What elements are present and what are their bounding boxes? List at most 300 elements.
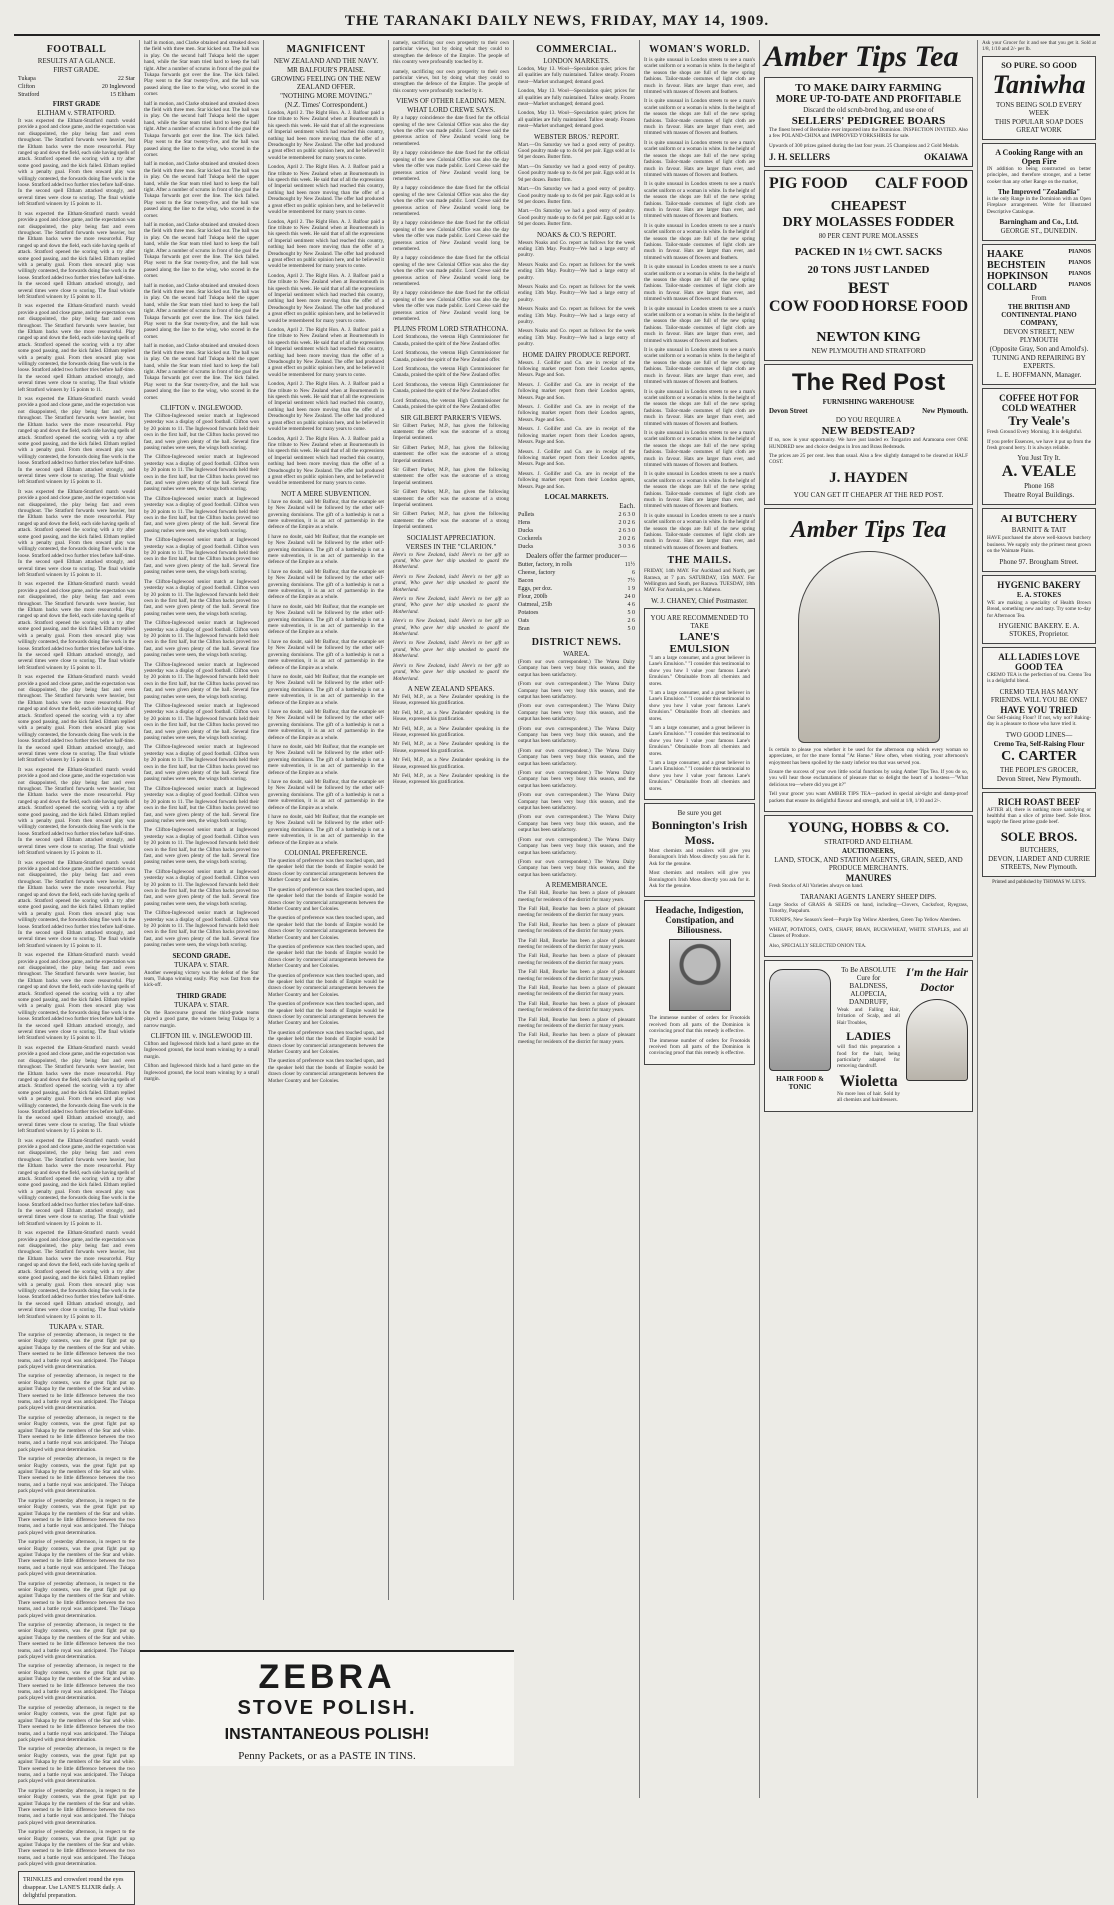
- article-body: (From our own correspondent.) The Warea Dairy Company has been very busy this season, and the output has been satisfactory.: [518, 858, 635, 878]
- bakery-sig: HYGIENIC BAKERY. E. A. STOKES, Proprietor.: [998, 621, 1080, 638]
- article-body: Messrs. J. Gollifer and Co. are in receipt of the following market report from their London agents, Messrs. Page and Son.: [518, 426, 635, 446]
- poultry-table: [518, 511, 635, 551]
- section-heading: COMMERCIAL.: [536, 44, 617, 55]
- cow-food: COW FOOD: [769, 298, 859, 316]
- article-body: Messrs. J. Gollifer and Co. are in receipt of the following market report from their London agents, Messrs. Page and Son.: [518, 470, 635, 490]
- article-body: It was expected the Eltham-Stratford match would provide a good and close game, and the expectation was not disappointed, the play being fast and even throughout. The Stratford forwards were heavier, but the Eltham backs were the more resourceful. Play ranged up and down the field, each side having spells of attack. Stratford opened the scoring with a try after some good passing, and the kick failed. Eltham replied with a penalty goal. From then onward play was willingly contested, the forwards doing fine work in the loose. Stratford added two further tries before half-time. In the second spell Eltham attacked strongly, and several times were close to scoring. The final whistle left Stratford winners by 15 points to 11.: [18, 766, 135, 857]
- subheading: RESULTS AT A GLANCE.: [37, 57, 116, 65]
- zebra-panel: [140, 1650, 514, 1766]
- ad-body: IN addition to being constructed on better principles, and therefore stronger, and a better cooker than any other Range on the market,: [987, 165, 1091, 185]
- subheading: SOCIALIST APPRECIATION.: [406, 533, 496, 542]
- piano-kind: PIANOS: [1068, 249, 1091, 256]
- table-row: [518, 577, 635, 585]
- article-body: The question of preference was then touched upon, and the speaker held that the bonds of Empire would be drawn closer by commercial arrangements between the Mother Country and her Colonies.: [268, 886, 384, 912]
- red-post-name: J. HAYDEN: [829, 469, 908, 486]
- article-body: half in motion, and Clarke obtained and streaked down the field with three men. Star kicked out. The ball was in play. On the second half Tukapa held the upper hand, while the Star team tried hard to keep the ball tight. After a number of scrums in front of the goal the Tukapa forwards got over the line. The kick failed. Play went to the Star twenty-five, and the ball was passed along the line to the wing, who scored in the corner.: [144, 343, 259, 401]
- article-body: The surprise of yesterday afternoon, in respect to the senior Rugby contests, was the great fight put up against Tukapa by the members of the Star and white. There seemed to be little difference between the two teams, and a battle royal was anticipated. The Tukapa pack played with great determination.: [18, 1829, 135, 1868]
- molasses-sub: 80 PER CENT PURE MOLASSES: [818, 232, 919, 241]
- subheading: TUKAPA v. STAR.: [174, 1000, 229, 1009]
- table-row: [518, 519, 635, 527]
- table-cell: Tukapa: [18, 76, 36, 82]
- article-body: The Clifton-Inglewood senior match at Inglewood yesterday was a display of good football. Clifton won by 20 points to 11. The Inglewood forwards held their own in the first half, but the Clifton backs proved too fast, and were given plenty of the ball. Several fine passing rushes were seen, the wings both scoring.: [144, 412, 259, 451]
- ad-body: If you prefer Essences, we have it put up from the fresh ground berry. It is always reliable.: [987, 438, 1091, 452]
- article-body: Messrs. J. Gollifer and Co. are in receipt of the following market report from their London agents, Messrs. Page and Son.: [518, 404, 635, 423]
- article-body: Mr Fell, M.P., as a New Zealander speaking in the House, expressed his gratification.: [393, 693, 509, 707]
- article-body: It was expected the Eltham-Stratford match would provide a good and close game, and the expectation was not disappointed, the play being fast and even throughout. The Stratford forwards were heavier, but the Eltham backs were the more resourceful. Play ranged up and down the field, each side having spells of attack. Stratford opened the scoring with a try after some good passing, and the kick failed. Eltham replied with a penalty goal. From then onward play was willingly contested, the forwards doing fine work in the loose. Stratford added two further tries before half-time. In the second spell Eltham attacked strongly, and several times were close to scoring. The final whistle left Stratford winners by 15 points to 11.: [18, 396, 135, 486]
- ad-body: "I am a large consumer, and a great believer in Lane's Emulsion." "I consider this testimonial to show you how I value your famous Lane's Emulsion." Obtainable from all chemists and stores.: [649, 724, 750, 757]
- amber-tips-banner: Amber Tips Tea: [764, 40, 959, 73]
- table-cell: Pullets: [518, 511, 535, 518]
- lady-illustration: [798, 551, 940, 743]
- ad-row: [769, 175, 968, 193]
- horse-food: HORSE FOOD: [861, 298, 968, 316]
- article-body: (From our own correspondent.) The Warea Dairy Company has been very busy this season, and the output has been satisfactory.: [518, 703, 635, 723]
- article-body: The Fall Hall, Bourke has been a place of pleasant meeting for residents of the district for many years.: [518, 985, 635, 998]
- article-body: London, April 2. The Right Hon. A. J. Balfour paid a fine tribute to New Zealand when at Bournemouth in his speech this week. He said that of all the expressions of Imperial sentiment which had reached this country, nothing had been more moving than the offer of a Dreadnought by New Zealand. The offer had produced a great effect on public opinion here, and he believed it would be remembered for many years to come.: [268, 435, 384, 487]
- ad-title: TO MAKE DAIRY FARMING: [795, 82, 942, 94]
- article-body: Mart.—On Saturday we had a good entry of poultry. Good poultry made up to 4s 6d per pair. Eggs sold at 1s 9d per dozen. Butter firm.: [518, 163, 635, 183]
- subheading: NOT A MERE SUBVENTION.: [281, 489, 371, 498]
- article-body: Mr Fell, M.P., as a New Zealander speaking in the House, expressed his gratification.: [393, 757, 509, 770]
- mails-body: FRIDAY, 14th MAY. For Auckland and North, per Rarawa, at 7 p.m. SATURDAY, 15th MAY. For Wellington and South, per Rarawa. TUESDAY, 18th MAY. For Australia, per s.s. Maheno.: [644, 568, 755, 594]
- results-table: [18, 75, 135, 99]
- subheading: Dealers offer the farmer producer—: [526, 551, 627, 560]
- subheading: THIRD GRADE: [176, 991, 227, 1000]
- two-good: TWO GOOD LINES—: [1005, 730, 1073, 739]
- article-body: half in motion, and Clarke obtained and streaked down the field with three men. Star kicked out. The ball was in play. On the second half Tukapa held the upper hand, while the Star team tried hard to keep the ball tight. After a number of scrums in front of the goal the Tukapa forwards got over the line. The kick failed. Play went to the Star twenty-five, and the ball was passed along the line to the wing, who scored in the corner.: [144, 40, 259, 98]
- article-body: It was expected the Eltham-Stratford match would provide a good and close game, and the expectation was not disappointed, the play being fast and even throughout. The Stratford forwards were heavier, but the Eltham backs were the more resourceful. Play ranged up and down the field, each side having spells of attack. Stratford opened the scoring with a try after some good passing, and the kick failed. Eltham replied with a penalty goal. From then onward play was willingly contested, the forwards doing fine work in the loose. Stratford added two further tries before half-time. In the second spell Eltham attacked strongly, and several times were close to scoring. The final whistle left Stratford winners by 15 points to 11.: [18, 859, 135, 949]
- taniwha-body2: THIS POPULAR SOAP DOES GREAT WORK: [994, 117, 1084, 134]
- table-row: [518, 511, 635, 519]
- ad-body: The immense number of orders for Frootoids received from all parts of the Dominion is convincing proof that this remedy is effective.: [649, 1015, 750, 1035]
- article-body: namely, sacrificing our own prosperity to their own particular views, but by doing what they could to strengthen the defence of the Empire. The people of this country were profoundly touched by it.: [393, 40, 509, 66]
- column-football-2: [140, 40, 264, 1600]
- table-cell: 24 0: [624, 593, 635, 600]
- article-body: Sir Gilbert Parker, M.P., has given the following statement: the offer was the outcome of a strong Imperial sentiment.: [393, 466, 509, 486]
- table-cell: Oatmeal, 25lb: [518, 601, 552, 608]
- yh-name: YOUNG, HOBBS & CO.: [787, 820, 950, 837]
- cheapest: CHEAPEST: [830, 199, 907, 215]
- table-cell: 6: [632, 569, 635, 576]
- section-heading: THE MAILS.: [667, 555, 732, 567]
- piano-from: From: [1031, 294, 1047, 303]
- article-body: Mr Fell, M.P., as a New Zealander speaking in the House, expressed his gratification.: [393, 741, 509, 754]
- column-womans-world: [640, 40, 760, 1798]
- section-heading: MAGNIFICENT: [286, 44, 366, 55]
- portrait-image: [669, 939, 731, 1011]
- article-body: The Clifton-Inglewood senior match at Inglewood yesterday was a display of good football. Clifton won by 20 points to 11. The Inglewood forwards held their own in the first half, but the Clifton backs proved too fast, and were given plenty of the ball. Several fine passing rushes were seen, the wings both scoring.: [144, 703, 259, 742]
- price-table: [518, 561, 635, 633]
- article-body: The Clifton-Inglewood senior match at Inglewood yesterday was a display of good football. Clifton won by 20 points to 11. The Inglewood forwards held their own in the first half, but the Clifton backs proved too fast, and were given plenty of the ball. Several fine passing rushes were seen, the wings both scoring.: [144, 744, 259, 783]
- ad-body: WE are making a speciality of Health Brown Bread, something new and tasty. Try some to-day for Afternoon Tea.: [987, 599, 1091, 619]
- ad-body: Is certain to please you whether it be used for the afternoon cup which every woman so appreciates, or for the more formal "At Home." How often, when visiting, your afternoon's enjoyment has been spoiled by the nasty inferior tea that was served you.: [769, 746, 968, 766]
- article-body: London, April 2. The Right Hon. A. J. Balfour paid a fine tribute to New Zealand when at Bournemouth in his speech this week. He said that of all the expressions of Imperial sentiment which had reached this country, nothing had been more moving than the offer of a Dreadnought by New Zealand. The offer had produced a great effect on public opinion here, and he believed it would be remembered for many years to come.: [268, 327, 384, 378]
- article-body: By a happy coincidence the date fixed for the official opening of the new Colonial Office was also the day when the offer was made public. Lord Crewe said the generous action of New Zealand would long be remembered.: [393, 220, 509, 252]
- ladies-title: ALL LADIES LOVE GOOD TEA: [998, 651, 1080, 672]
- article-body: The Clifton-Inglewood senior match at Inglewood yesterday was a display of good football. Clifton won by 20 points to 11. The Inglewood forwards held their own in the first half, but the Clifton backs proved too fast, and were given plenty of the ball. Several fine passing rushes were seen, the wings both scoring.: [144, 495, 259, 534]
- article-body: The surprise of yesterday afternoon, in respect to the senior Rugby contests, was the great fight put up against Tukapa by the members of the Star and white. There seemed to be little difference between the two teams, and a battle royal was anticipated. The Tukapa pack played with great determination.: [18, 1704, 135, 1743]
- piano-note: (Opposite Gray, Son and Arnold's).: [989, 345, 1089, 354]
- masthead: [14, 8, 1100, 36]
- table-cell: Butter, factory, in rolls: [518, 561, 573, 568]
- piano-co: THE BRITISH AND CONTINENTAL PIANO COMPANY,: [1001, 303, 1077, 328]
- ad-body: Upwards of 300 prizes gained during the last four years. 25 Champions and 2 Gold Medals.: [769, 142, 960, 149]
- article-body: The surprise of yesterday afternoon, in respect to the senior Rugby contests, was the great fight put up against Tukapa by the members of the Star and white. There seemed to be little difference between the two teams, and a battle royal was anticipated. The Tukapa pack played with great determination.: [18, 1746, 135, 1785]
- subheading: VERSES IN THE "CLARION.": [405, 542, 497, 551]
- ad-text: TRINKLES and crowsfeet round the eyes disappear. Use LANE'S ELIXIR daily. A delightful preparation.: [23, 1876, 124, 1899]
- article-body: Lord Strathcona, the veteran High Commissioner for Canada, praised the spirit of the New Zealand offer.: [393, 334, 509, 347]
- article-body: The question of preference was then touched upon, and the speaker held that the bonds of Empire would be drawn closer by commercial arrangements between the Mother Country and her Colonies.: [268, 858, 384, 884]
- article-body: It is quite unusual in London streets to see a man's scarlet uniform or a woman in white. In the height of the season the shops are full of the new spring fashions. Tailor-made costumes of light cloth are much in favour. Hats are larger than ever, and trimmed with masses of flowers and feathers.: [644, 264, 755, 303]
- verse: Here's to New Zealand, lads! Here's to her gift so grand, Who gave her ship unasked to guard the Motherland.: [393, 596, 509, 615]
- article-body: The surprise of yesterday afternoon, in respect to the senior Rugby contests, was the great fight put up against Tukapa by the members of the Star and white. There seemed to be little difference between the two teams, and a battle royal was anticipated. The Tukapa pack played with great determination.: [18, 1539, 135, 1578]
- ad-young-hobbs: [764, 815, 973, 957]
- printer-line: Printed and published by THOMAS W. LEYS.: [992, 879, 1086, 885]
- article-body: (From our own correspondent.) The Warea Dairy Company has been very busy this season, and the output has been satisfactory.: [518, 792, 635, 812]
- best: BEST: [848, 280, 889, 298]
- ad-contact: [769, 152, 968, 162]
- article-body: By a happy coincidence the date fixed for the official opening of the new Colonial Office was also the day when the offer was made public. Lord Crewe said the generous action of New Zealand would long be remembered.: [393, 255, 509, 287]
- piano-kind: PIANOS: [1068, 260, 1091, 267]
- table-row: [18, 83, 135, 91]
- ad-cremo-tea: [982, 647, 1096, 789]
- article-body: The Fall Hall, Bourke has been a place of pleasant meeting for residents of the district for many years.: [518, 1032, 635, 1045]
- hair-right: [906, 965, 968, 1107]
- article-body: I have no doubt, said Mr Balfour, that the example set by New Zealand will be followed by the other self-governing dominions. The gift of a battleship is not a mere subvention, it is an act of partnership in the defence of the Empire as a whole.: [268, 498, 384, 531]
- ad-veale-coffee: [982, 388, 1096, 505]
- subheading: LONDON MARKETS.: [543, 57, 610, 65]
- ad-hygenic-bakery: [982, 575, 1096, 644]
- subheading: CLIFTON v. INGLEWOOD.: [160, 403, 243, 412]
- coffee-title: COFFEE HOT FOR COLD WEATHER: [999, 393, 1079, 414]
- table-cell: 22 Star: [117, 76, 135, 82]
- amber-tips-title: Amber Tips Tea: [790, 516, 947, 543]
- newspaper-page: [14, 8, 1100, 1899]
- subheading: WHAT LORD CREWE SAYS.: [407, 106, 495, 115]
- article-body: It is quite unusual in London streets to see a man's scarlet uniform or a woman in white. In the height of the season the shops are full of the new spring fashions. Tailor-made costumes of light cloth are much in favour. Hats are larger than ever, and trimmed with masses of flowers and feathers.: [644, 429, 755, 468]
- table-row: [518, 543, 635, 551]
- piano-name: BECHSTEIN: [987, 260, 1046, 272]
- article-body: Messrs Noaks and Co. report as follows for the week ending 13th May. Poultry—We had a large entry of poultry.: [518, 306, 635, 325]
- article-body: (From our own correspondent.) The Warea Dairy Company has been very busy this season, and the output has been satisfactory.: [518, 747, 635, 767]
- ad-pianos: [982, 244, 1096, 385]
- table-cell: 3 0 3 6: [618, 543, 635, 550]
- table-cell: Potatoes: [518, 609, 539, 616]
- ad-body: Also, SPECIALLY SELECTED ONION TEA.: [769, 942, 867, 949]
- taniwha-body: TONS BEING SOLD EVERY WEEK: [995, 100, 1082, 117]
- subheading: GROWING FEELING ON THE NEW ZEALAND OFFER.: [271, 75, 381, 91]
- ad-body: Fresh Ground Every Morning. It is delightful.: [987, 429, 1083, 436]
- article-body: The Clifton-Inglewood senior match at Inglewood yesterday was a display of good football. Clifton won by 20 points to 11. The Inglewood forwards held their own in the first half, but the Clifton backs proved too fast, and were given plenty of the ball. Several fine passing rushes were seen, the wings both scoring.: [144, 827, 259, 866]
- article-body: The surprise of yesterday afternoon, in respect to the senior Rugby contests, was the great fight put up against Tukapa by the members of the Star and white. There seemed to be little difference between the two teams, and a battle royal was anticipated. The Tukapa pack played with great determination.: [18, 1622, 135, 1661]
- article-body: The surprise of yesterday afternoon, in respect to the senior Rugby contests, was the great fight put up against Tukapa by the members of the Star and white. There seemed to be little difference between the two teams, and a battle royal was anticipated. The Tukapa pack played with great determination.: [18, 1580, 135, 1619]
- ad-text: Ask your Grocer for it and see that you get it. Sold at 1/8, 1/10 and 2/- per lb.: [982, 40, 1096, 53]
- ad-body: Weak and Falling Hair, Irritation of Scalp, and all Hair Troubles,: [837, 1006, 900, 1026]
- article-body: It was expected the Eltham-Stratford match would provide a good and close game, and the expectation was not disappointed, the play being fast and even throughout. The Stratford forwards were heavier, but the Eltham backs were the more resourceful. Play ranged up and down the field, each side having spells of attack. Stratford opened the scoring with a try after some good passing, and the kick failed. Eltham replied with a penalty goal. From then onward play was willingly contested, the forwards doing fine work in the loose. Stratford added two further tries before half-time. In the second spell Eltham attacked strongly, and several times were close to scoring. The final whistle left Stratford winners by 15 points to 11.: [18, 210, 135, 300]
- contact-name: J. H. SELLERS: [769, 152, 831, 163]
- table-cell: Flour, 200lb: [518, 593, 548, 600]
- taniwha-tag: SO PURE. SO GOOD: [1001, 60, 1077, 70]
- landed: 20 TONS JUST LANDED: [807, 264, 930, 277]
- ad-name: LANE'S EMULSION: [669, 630, 730, 655]
- bakery-title: HYGENIC BAKERY: [997, 579, 1081, 590]
- article-body: (From our own correspondent.) The Warea Dairy Company has been very busy this season, and the output has been satisfactory.: [518, 814, 635, 834]
- carter-shop: THE PEOPLE'S GROCER,: [999, 765, 1079, 774]
- hair-left: [769, 965, 831, 1107]
- table-cell: 1 9: [627, 585, 635, 592]
- article-body: By a happy coincidence the date fixed for the official opening of the new Colonial Office was also the day when the offer was made public. Lord Crewe said the generous action of New Zealand would long be remembered.: [393, 150, 509, 182]
- zebra-tag: INSTANTANEOUS POLISH!: [224, 1726, 430, 1743]
- article-body: The question of preference was then touched upon, and the speaker held that the bonds of Empire would be drawn closer by commercial arrangements between the Mother Country and her Colonies.: [268, 1029, 384, 1056]
- red-post-title: The Red Post: [791, 369, 946, 397]
- article-body: It was expected the Eltham-Stratford match would provide a good and close game, and the expectation was not disappointed, the play being fast and even throughout. The Stratford forwards were heavier, but the Eltham backs were the more resourceful. Play ranged up and down the field, each side having spells of attack. Stratford opened the scoring with a try after some good passing, and the kick failed. Eltham replied with a penalty goal. From then onward play was willingly contested, the forwards doing fine work in the loose. Stratford added two further tries before half-time. In the second spell Eltham attacked strongly, and several times were close to scoring. The final whistle left Stratford winners by 15 points to 11.: [18, 118, 135, 208]
- article-body: The Fall Hall, Bourke has been a place of pleasant meeting for residents of the district for many years.: [518, 969, 635, 982]
- article-body: The Clifton-Inglewood senior match at Inglewood yesterday was a display of good football. Clifton won by 20 points to 11. The Inglewood forwards held their own in the first half, but the Clifton backs proved too fast, and were given plenty of the ball. Several fine passing rushes were seen, the wings both scoring.: [144, 537, 259, 576]
- table-row: [518, 527, 635, 535]
- piano-tuning: TUNING AND REPAIRING BY EXPERTS.: [992, 354, 1086, 371]
- taniwha-name: Taniwha: [992, 69, 1086, 99]
- yh-body: LAND, STOCK, AND STATION AGENTS, GRAIN, SEED, AND PRODUCE MERCHANTS.: [774, 856, 963, 873]
- ad-body: Large Stocks of GRASS & SEEDS on hand, including—Clovers, Cocksfoot, Ryegrass, Timothy, Paspalum.: [769, 901, 968, 914]
- subheading: A NEW ZEALAND SPEAKS.: [407, 684, 495, 693]
- article-body: Messrs Noaks and Co. report as follows for the week ending 13th May. Poultry—We had a large entry of poultry.: [518, 328, 635, 348]
- zebra-name: ZEBRA: [258, 1658, 396, 1696]
- article-body: It was expected the Eltham-Stratford match would provide a good and close game, and the expectation was not disappointed, the play being fast and even throughout. The Stratford forwards were heavier, but the Eltham backs were the more resourceful. Play ranged up and down the field, each side having spells of attack. Stratford opened the scoring with a try after some good passing, and the kick failed. Eltham replied with a penalty goal. From then onward play was willingly contested, the forwards doing fine work in the loose. Stratford added two further tries before half-time. In the second spell Eltham attacked strongly, and several times were close to scoring. The final whistle left Stratford winners by 15 points to 11.: [18, 952, 135, 1042]
- hair-middle: [837, 965, 900, 1107]
- subheading: CLIFTON III. v. INGLEWOOD III.: [150, 1032, 253, 1041]
- article-body: The Fall Hall, Bourke has been a place of pleasant meeting for residents of the district for many years.: [518, 937, 635, 950]
- column-football: [14, 40, 140, 1899]
- ad-brand: SELLERS' PEDIGREE BOARS: [791, 115, 946, 127]
- table-row: [518, 609, 635, 617]
- table-cell: Hens: [518, 519, 531, 526]
- ad-body: Discard the old scrub-bred hog, and use one of: [803, 106, 934, 114]
- subheading: SIR GILBERT PARKER'S VIEWS.: [400, 413, 502, 422]
- article-body: On the Racecourse ground the third-grade teams played a good game, the winners being Tukapa by a narrow margin.: [144, 1009, 259, 1029]
- ad-body: The immense number of orders for Frootoids received from all parts of the Dominion is convincing proof that this remedy is effective.: [649, 1037, 750, 1057]
- newton-king-places: NEW PLYMOUTH AND STRATFORD: [811, 347, 926, 356]
- ad-frootoids: [644, 900, 755, 1064]
- article-body: It is quite unusual in London streets to see a man's scarlet uniform or a woman in white. In the height of the season the shops are full of the new spring fashions. Tailor-made costumes of light cloth are much in favour. Hats are larger than ever, and trimmed with masses of flowers and feathers.: [644, 98, 755, 137]
- article-body: Mart.—On Saturday we had a good entry of poultry. Good poultry made up to 4s 6d per pair. Eggs sold at 1s 9d per dozen. Butter firm.: [518, 141, 635, 161]
- article-body: It is quite unusual in London streets to see a man's scarlet uniform or a woman in white. In the height of the season the shops are full of the new spring fashions. Tailor-made costumes of light cloth are much in favour. Hats are larger than ever, and trimmed with masses of flowers and feathers.: [644, 57, 755, 96]
- subheading: NOAKS & CO.'S REPORT.: [536, 230, 617, 239]
- ad-body: Tell your grocer you want AMBER TIPS TEA—packed in special air-tight and damp-proof packets that ensure its delightful flavour and strength, and sold at 1/8, 1/10 and 2/-.: [769, 791, 968, 804]
- ad-bonningtons: [644, 803, 755, 897]
- article-body: I have no doubt, said Mr Balfour, that the example set by New Zealand will be followed by the other self-governing dominions. The gift of a battleship is not a mere subvention, it is an act of partnership in the defence of the Empire as a whole.: [268, 743, 384, 776]
- subheading: WAREA.: [563, 649, 590, 658]
- red-post-town: New Plymouth.: [922, 407, 968, 416]
- table-cell: 2 6 3 0: [618, 511, 635, 518]
- article-body: The Clifton-Inglewood senior match at Inglewood yesterday was a display of good football. Clifton won by 20 points to 11. The Inglewood forwards held their own in the first half, but the Clifton backs proved too fast, and were given plenty of the ball. Several fine passing rushes were seen, the wings both scoring.: [144, 785, 259, 824]
- article-body: Sir Gilbert Parker, M.P., has given the following statement: the offer was the outcome of a strong Imperial sentiment.: [393, 511, 509, 531]
- piano-name: HAAKE: [987, 249, 1024, 261]
- ad-molasses-fodder: [764, 170, 973, 361]
- subheading: TUKAPA v. STAR.: [174, 960, 229, 969]
- article-body: Messrs. J. Gollifer and Co. are in receipt of the following market report from their London agents, Messrs. Page and Son.: [518, 359, 635, 379]
- yh-manures: MANURES: [845, 873, 892, 884]
- article-body: The question of preference was then touched upon, and the speaker held that the bonds of Empire would be drawn closer by commercial arrangements between the Mother Country and her Colonies.: [268, 972, 384, 998]
- table-row: [518, 561, 635, 569]
- subheading: ELTHAM v. STRATFORD.: [37, 109, 116, 117]
- hair-product: HAIR FOOD & TONIC: [776, 1074, 824, 1091]
- article-body: It was expected the Eltham-Stratford match would provide a good and close game, and the expectation was not disappointed, the play being fast and even throughout. The Stratford forwards were heavier, but the Eltham backs were the more resourceful. Play ranged up and down the field, each side having spells of attack. Stratford opened the scoring with a try after some good passing, and the kick failed. Eltham replied with a penalty goal. From then onward play was willingly contested, the forwards doing fine work in the loose. Stratford added two further tries before half-time. In the second spell Eltham attacked strongly, and several times were close to scoring. The final whistle left Stratford winners by 15 points to 11.: [18, 488, 135, 579]
- table-cell: 15 Eltham: [110, 92, 135, 98]
- butchery-names: BARNITT & TAIT: [1011, 526, 1067, 535]
- article-body: It was expected the Eltham-Stratford match would provide a good and close game, and the expectation was not disappointed, the play being fast and even throughout. The Stratford forwards were heavier, but the Eltham backs were the more resourceful. Play ranged up and down the field, each side having spells of attack. Stratford opened the scoring with a try after some good passing, and the kick failed. Eltham replied with a penalty goal. From then onward play was willingly contested, the forwards doing fine work in the loose. Stratford added two further tries before half-time. In the second spell Eltham attacked strongly, and several times were close to scoring. The final whistle left Stratford winners by 15 points to 11.: [18, 1230, 135, 1320]
- ad-body: will find this preparation a food for the hair, being particularly adapted for removing dandruff.: [837, 1044, 900, 1070]
- article-body: The surprise of yesterday afternoon, in respect to the senior Rugby contests, was the great fight put up against Tukapa by the members of the Star and white. There seemed to be little difference between the two teams, and a battle royal was anticipated. The Tukapa pack played with great determination.: [18, 1331, 135, 1370]
- table-cell: Stratford: [18, 92, 40, 98]
- sole-role: BUTCHERS,: [1019, 845, 1059, 854]
- hair-title: To Be ABSOLUTE Cure for BALDNESS, ALOPECIA, DANDRUFF,: [841, 965, 896, 1006]
- article-body: half in motion, and Clarke obtained and streaked down the field with three men. Star kicked out. The ball was in play. On the second half Tukapa held the upper hand, while the Star team tried hard to keep the ball tight. After a number of scrums in front of the goal the Tukapa forwards got over the line. The kick failed. Play went to the Star twenty-five, and the ball was passed along the line to the wing, who scored in the corner.: [144, 161, 259, 219]
- article-body: It was expected the Eltham-Stratford match would provide a good and close game, and the expectation was not disappointed, the play being fast and even throughout. The Stratford forwards were heavier, but the Eltham backs were the more resourceful. Play ranged up and down the field, each side having spells of attack. Stratford opened the scoring with a try after some good passing, and the kick failed. Eltham replied with a penalty goal. From then onward play was willingly contested, the forwards doing fine work in the loose. Stratford added two further tries before half-time. In the second spell Eltham attacked strongly, and several times were close to scoring. The final whistle left Stratford winners by 15 points to 11.: [18, 674, 135, 764]
- yh-agents: TARANAKI AGENTS LANERY SHEEP DIPS.: [800, 892, 937, 901]
- article-body: The Fall Hall, Bourke has been a place of pleasant meeting for residents of the district for many years.: [518, 921, 635, 935]
- piano-row: [987, 260, 1091, 271]
- article-body: The Fall Hall, Bourke has been a place of pleasant meeting for residents of the district for many years.: [518, 905, 635, 919]
- ad-sole-bros: [982, 792, 1096, 877]
- ad-body: AFTER all, there is nothing more satisfying or healthful than a slice of prime beef. Sole Bros. supply the finest prime grade beef.: [987, 806, 1091, 826]
- article-body: namely, sacrificing our own prosperity to their own particular views, but by doing what they could to strengthen the defence of the Empire. The people of this country were profoundly touched by it.: [393, 68, 509, 94]
- cooking-name: The Improved "Zealandia": [997, 188, 1081, 197]
- article-body: The Clifton-Inglewood senior match at Inglewood yesterday was a display of good football. Clifton won by 20 points to 11. The Inglewood forwards held their own in the first half, but the Clifton backs proved too fast, and were given plenty of the ball. Several fine passing rushes were seen, the wings both scoring.: [144, 910, 259, 949]
- subheading: A REMEMBRANCE.: [545, 881, 608, 890]
- verse: Here's to New Zealand, lads! Here's to her gift so grand, Who gave her ship unasked to guard the Motherland.: [393, 573, 509, 593]
- article-body: It is quite unusual in London streets to see a man's scarlet uniform or a woman in white. In the height of the season the shops are full of the new spring fashions. Tailor-made costumes of light cloth are much in favour. Hats are larger than ever, and trimmed with masses of flowers and feathers.: [644, 305, 755, 344]
- article-body: (From our own correspondent.) The Warea Dairy Company has been very busy this season, and the output has been satisfactory.: [518, 836, 635, 856]
- article-body: Lord Strathcona, the veteran High Commissioner for Canada, praised the spirit of the New Zealand offer.: [393, 366, 509, 379]
- ad-red-post: [764, 364, 973, 505]
- ad-body: Our Self-raising Flour? If not, why not? Baking-day is a pleasure to those who have tried it.: [987, 714, 1091, 728]
- red-post-tag: YOU CAN GET IT CHEAPER AT THE RED POST.: [793, 490, 944, 499]
- table-cell: Cockerels: [518, 535, 542, 542]
- subheading: VIEWS OF OTHER LEADING MEN.: [396, 97, 506, 106]
- table-cell: Eggs, per doz.: [518, 585, 553, 592]
- subheading: WEBSTER BROS.' REPORT.: [533, 132, 620, 141]
- subheading: NEW ZEALAND AND THE NAVY.: [273, 57, 379, 65]
- ad-body: "I am a large consumer, and a great believer in Lane's Emulsion." "I consider this testimonial to show you how I value your famous Lane's Emulsion." Obtainable from all chemists and stores.: [649, 759, 750, 792]
- ad-body: is the only Range in the Dominion with an Open Fireplace arrangement. Write for Illustrated Descriptive Catalogue.: [987, 196, 1091, 215]
- article-body: The Fall Hall, Bourke has been a place of pleasant meeting for residents of the district for many years.: [518, 890, 635, 903]
- article-body: It was expected the Eltham-Stratford match would provide a good and close game, and the expectation was not disappointed, the play being fast and even throughout. The Stratford forwards were heavier, but the Eltham backs were the more resourceful. Play ranged up and down the field, each side having spells of attack. Stratford opened the scoring with a try after some good passing, and the kick failed. Eltham replied with a penalty goal. From then onward play was willingly contested, the forwards doing fine work in the loose. Stratford added two further tries before half-time. In the second spell Eltham attacked strongly, and several times were close to scoring. The final whistle left Stratford winners by 15 points to 11.: [18, 1044, 135, 1135]
- have-you: HAVE YOU TRIED: [1000, 704, 1078, 715]
- subheading: LOCAL MARKETS.: [544, 492, 609, 501]
- article-body: London, April 2. The Right Hon. A. J. Balfour paid a fine tribute to New Zealand when at Bournemouth in his speech this week. He said that of all the expressions of Imperial sentiment which had reached this country, nothing had been more moving than the offer of a Dreadnought by New Zealand. The offer had produced a great effect on public opinion here, and he believed it would be remembered for many years to come.: [268, 381, 384, 433]
- table-row: [518, 569, 635, 577]
- ad-lanes-elixir: [18, 1871, 135, 1905]
- verse: Here's to New Zealand, lads! Here's to her gift so grand, Who gave her ship unasked to guard the Motherland.: [393, 551, 509, 571]
- section-heading: WOMAN'S WORLD.: [649, 44, 750, 55]
- article-body: Messrs Noaks and Co. report as follows for the week ending 13th May. Poultry—We had a large entry of poultry.: [518, 239, 635, 259]
- bakery-owner: E. A. STOKES: [1016, 590, 1062, 599]
- ad-body: TURNIPS, New Season's Seed—Purple Top Yellow Aberdeen, Green Top Yellow Aberdeen.: [769, 917, 962, 924]
- article-body: The question of preference was then touched upon, and the speaker held that the bonds of Empire would be drawn closer by commercial arrangements between the Mother Country and her Colonies.: [268, 1001, 384, 1027]
- article-body: Clifton and Inglewood thirds had a hard game on the Inglewood ground, the local team winning by a small margin.: [144, 1041, 259, 1060]
- article-body: I have no doubt, said Mr Balfour, that the example set by New Zealand will be followed by the other self-governing dominions. The gift of a battleship is not a mere subvention, it is an act of partnership in the defence of the Empire as a whole.: [268, 673, 384, 706]
- piano-row: [987, 271, 1091, 282]
- subheading: COLONIAL PREFERENCE.: [284, 849, 368, 858]
- ad-row: [769, 298, 968, 316]
- masthead-title: THE TARANAKI DAILY NEWS, FRIDAY, MAY 14, 1909.: [344, 13, 770, 29]
- article-body: London, April 2. The Right Hon. A. J. Balfour paid a fine tribute to New Zealand when at Bournemouth in his speech this week. He said that of all the expressions of Imperial sentiment which had reached this country, nothing had been more moving than the offer of a Dreadnought by New Zealand. The offer had produced a great effect on public opinion here, and he believed it would be remembered for many years to come.: [268, 218, 384, 270]
- ad-body: WHEAT, POTATOES, OATS, CHAFF, BRAN, BUCKWHEAT, WHITE STAPLES, and all Classes of Produce.: [769, 926, 968, 940]
- article-body: London, May 13. Wool—Speculation quiet; prices for all qualities are fully maintained. Tallow steady. Frozen meat—Market unchanged; demand good.: [518, 110, 635, 130]
- article-body: London, May 13. Wool—Speculation quiet; prices for all qualities are fully maintained. Tallow steady. Frozen meat—Market unchanged; demand good.: [518, 88, 635, 108]
- article-body: The Clifton-Inglewood senior match at Inglewood yesterday was a display of good football. Clifton won by 20 points to 11. The Inglewood forwards held their own in the first half, but the Clifton backs proved too fast, and were given plenty of the ball. Several fine passing rushes were seen, the wings both scoring.: [144, 578, 259, 617]
- ad-row: [769, 407, 968, 415]
- yh-places: STRATFORD AND ELTHAM.: [824, 838, 913, 847]
- article-body: By a happy coincidence the date fixed for the official opening of the new Colonial Office was also the day when the offer was made public. Lord Crewe said the generous action of New Zealand would long be remembered.: [393, 290, 509, 323]
- article-body: Sir Gilbert Parker, M.P., has given the following statement: the offer was the outcome of a strong Imperial sentiment.: [393, 422, 509, 442]
- ad-body: If so, now is your opportunity. We have just landed ex Tongariro and Aramoana over ONE HUNDRED new and choice designs in Iron and Brass Bedsteads.: [769, 437, 968, 450]
- cooking-co: Barningham and Co., Ltd.: [999, 218, 1079, 227]
- column-ads-main: [760, 40, 978, 1798]
- article-body: London, April 2. The Right Hon. A. J. Balfour paid a fine tribute to New Zealand when at Bournemouth in his speech this week. He said that of all the expressions of Imperial sentiment which had reached this country, nothing had been more moving than the offer of a Dreadnought by New Zealand. The offer had produced a great effect on public opinion here, and he believed it would be remembered for many years to come.: [268, 110, 384, 161]
- table-cell: 11½: [624, 561, 635, 568]
- table-cell: 2 0 2 6: [618, 519, 635, 526]
- verse: Here's to New Zealand, lads! Here's to her gift so grand, Who gave her ship unasked to guard the Motherland.: [393, 640, 509, 660]
- article-body: The surprise of yesterday afternoon, in respect to the senior Rugby contests, was the great fight put up against Tukapa by the members of the Star and white. There seemed to be little difference between the two teams, and a battle royal was anticipated. The Tukapa pack played with great determination.: [18, 1456, 135, 1495]
- subheading: HOME DAIRY PRODUCE REPORT.: [522, 350, 631, 359]
- ad-title: Be sure you get: [677, 809, 722, 817]
- table-cell: 20 Inglewood: [101, 84, 135, 90]
- article-body: It is quite unusual in London streets to see a man's scarlet uniform or a woman in white. In the height of the season the shops are full of the new spring fashions. Tailor-made costumes of light cloth are much in favour. Hats are larger than ever, and trimmed with masses of flowers and feathers.: [644, 512, 755, 551]
- article-body: It is quite unusual in London streets to see a man's scarlet uniform or a woman in white. In the height of the season the shops are full of the new spring fashions. Tailor-made costumes of light cloth are much in favour. Hats are larger than ever, and trimmed with masses of flowers and feathers.: [644, 388, 755, 427]
- ad-butchery: [982, 508, 1096, 571]
- subheading: MR BALFOUR'S PRAISE.: [286, 66, 366, 74]
- table-row: [518, 601, 635, 609]
- section-heading: FOOTBALL: [46, 44, 107, 55]
- table-cell: 4 6: [627, 601, 635, 608]
- section-heading: DISTRICT NEWS.: [531, 636, 622, 648]
- contact-place: OKAIAWA: [923, 152, 968, 163]
- ad-body: "I am a large consumer, and a great believer in Lane's Emulsion." "I consider this testimonial to show you how I value your famous Lane's Emulsion." Obtainable from all chemists and stores.: [649, 689, 750, 722]
- article-body: Mart.—On Saturday we had a good entry of poultry. Good poultry made up to 4s 6d per pair. Eggs sold at 1s 9d per dozen. Butter firm.: [518, 208, 635, 228]
- article-body: The surprise of yesterday afternoon, in respect to the senior Rugby contests, was the great fight put up against Tukapa by the members of the Star and white. There seemed to be little difference between the two teams, and a battle royal was anticipated. The Tukapa pack played with great determination.: [18, 1787, 135, 1826]
- article-body: The Fall Hall, Bourke has been a place of pleasant meeting for residents of the district for many years.: [518, 1000, 635, 1014]
- article-body: The Clifton-Inglewood senior match at Inglewood yesterday was a display of good football. Clifton won by 20 points to 11. The Inglewood forwards held their own in the first half, but the Clifton backs proved too fast, and were given plenty of the ball. Several fine passing rushes were seen, the wings both scoring.: [144, 620, 259, 659]
- newton-king: NEWTON KING: [816, 330, 921, 346]
- article-body: It is quite unusual in London streets to see a man's scarlet uniform or a woman in white. In the height of the season the shops are full of the new spring fashions. Tailor-made costumes of light cloth are much in favour. Hats are larger than ever, and trimmed with masses of flowers and feathers.: [644, 139, 755, 178]
- article-body: I have no doubt, said Mr Balfour, that the example set by New Zealand will be followed by the other self-governing dominions. The gift of a battleship is not a mere subvention, it is an act of partnership in the defence of the Empire as a whole.: [268, 568, 384, 601]
- carter-addr: Devon Street, New Plymouth.: [996, 774, 1082, 783]
- ad-name: Bonnington's Irish Moss.: [651, 818, 748, 847]
- article-body: (From our own correspondent.) The Warea Dairy Company has been very busy this season, and the output has been satisfactory.: [518, 725, 635, 745]
- piano-kind: PIANOS: [1068, 282, 1091, 289]
- table-cell: 7½: [627, 577, 635, 584]
- hair-ladies: LADIES: [846, 1029, 891, 1044]
- subheading: PLUNS FROM LORD STRATHCONA.: [393, 325, 509, 334]
- article-body: The surprise of yesterday afternoon, in respect to the senior Rugby contests, was the great fight put up against Tukapa by the members of the Star and white. There seemed to be little difference between the two teams, and a battle royal was anticipated. The Tukapa pack played with great determination.: [18, 1373, 135, 1412]
- article-body: It is quite unusual in London streets to see a man's scarlet uniform or a woman in white. In the height of the season the shops are full of the new spring fashions. Tailor-made costumes of light cloth are much in favour. Hats are larger than ever, and trimmed with masses of flowers and feathers.: [644, 471, 755, 510]
- hair-bottle-image: [769, 969, 831, 1071]
- article-body: Mr Fell, M.P., as a New Zealander speaking in the House, expressed his gratification.: [393, 725, 509, 738]
- article-body: The Fall Hall, Bourke has been a place of pleasant meeting for residents of the district for many years.: [518, 953, 635, 966]
- subheading: Each.: [619, 501, 635, 510]
- molasses: DRY MOLASSES FODDER: [782, 215, 955, 231]
- ad-body: HAVE purchased the above well-known butchery business. We supply only the primest meat grown on the Waimate Plains.: [987, 535, 1091, 555]
- column-navy-2: [389, 40, 514, 1600]
- ad-body: The finest breed of Berkshire ever imported into the Dominion. INSPECTION INVITED. Also a few POLAND-CHINA and IMPROVED YORKSHIRES for sale.: [769, 127, 968, 140]
- article-body: Sir Gilbert Parker, M.P., has given the following statement: the offer was the outcome of a strong Imperial sentiment.: [393, 444, 509, 464]
- article-body: Clifton and Inglewood thirds had a hard game on the Inglewood ground, the local team winning by a small margin.: [144, 1063, 259, 1083]
- coffee-name: Try Veale's: [1008, 413, 1070, 429]
- table-row: [518, 585, 635, 593]
- article-body: half in motion, and Clarke obtained and streaked down the field with three men. Star kicked out. The ball was in play. On the second half Tukapa held the upper hand, while the Star team tried hard to keep the ball tight. After a number of scrums in front of the goal the Tukapa forwards got over the line. The kick failed. Play went to the Star twenty-five, and the ball was passed along the line to the wing, who scored in the corner.: [144, 221, 259, 280]
- coffee-phone: Phone 168: [1024, 482, 1054, 491]
